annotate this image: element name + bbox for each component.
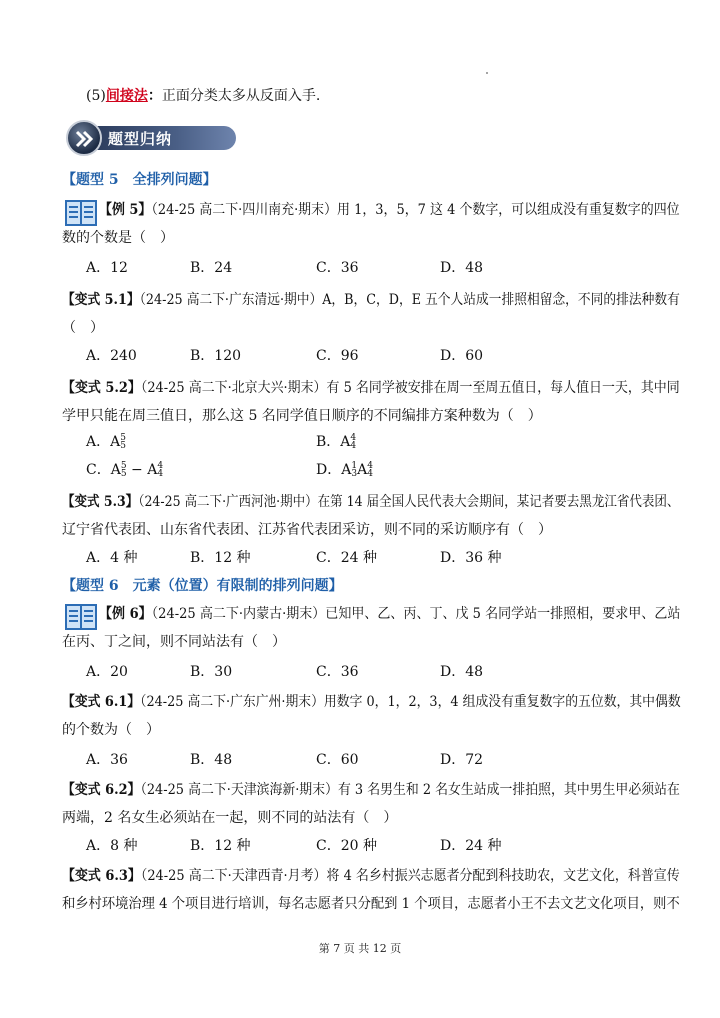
example-5-tag: 【例 5】 — [99, 202, 152, 218]
variant-5-1-line2: （ ） — [62, 320, 104, 336]
book-icon — [64, 198, 98, 226]
formula-a: A 5 5 — [110, 433, 126, 451]
option-c: C．20 种 — [316, 838, 377, 854]
banner-label: 题型归纳 — [108, 130, 173, 148]
variant-6-2-tag: 【变式 6.2】 — [62, 782, 141, 798]
option-a: A．20 — [86, 664, 128, 680]
option-c-label: C． — [86, 462, 111, 478]
variant-5-2-line1 — [62, 378, 680, 398]
option-c: C．36 — [316, 664, 359, 680]
variant-6-3-line2: 和乡村环境治理 4 个项目进行培训，每名志愿者只分配到 1 个项目，志愿者小王不去文艺文化项目，则不 — [62, 896, 680, 912]
intro-line — [86, 86, 320, 106]
variant-6-3-text1: （24-25 高二下·天津西青·月考）将 4 名乡村振兴志愿者分配到科技助农，文艺文化，科普宣传 — [140, 868, 680, 884]
option-b: B．12 种 — [190, 838, 251, 854]
option-a: A．12 — [86, 260, 128, 276]
example-5-text1: （24-25 高二下·四川南充·期末）用 1，3，5，7 这 4 个数字，可以组成没有重复数字的四位 — [151, 202, 680, 218]
option-d: D．60 — [440, 348, 484, 364]
type6-header: 【题型 6 元素（位置）有限制的排列问题】 — [62, 578, 343, 594]
intro-colon: ： — [147, 88, 162, 104]
option-b: B．24 — [190, 260, 233, 276]
option-a — [86, 432, 126, 452]
example-6-tag: 【例 6】 — [99, 606, 152, 622]
variant-6-1-line1 — [62, 692, 681, 712]
variant-6-3-line1 — [62, 866, 680, 886]
example-6-text1: （24-25 高二下·内蒙古·期末）已知甲、乙、丙、丁、戊 5 名同学站一排照相，要求甲、乙站 — [151, 606, 681, 622]
formula-d: A 1 3 A 4 4 — [341, 461, 373, 479]
option-a: A．36 — [86, 752, 128, 768]
book-icon — [64, 602, 98, 630]
intro-text: 正面分类太多从反面入手. — [161, 88, 321, 104]
option-b — [316, 432, 356, 452]
option-c: C．96 — [316, 348, 359, 364]
option-d: D．48 — [440, 260, 484, 276]
variant-5-2-text1: （24-25 高二下·北京大兴·期末）有 5 名同学被安排在周一至周五值日，每人值日一天，其中同 — [140, 380, 680, 396]
option-c: C．60 — [316, 752, 359, 768]
option-d: D．24 种 — [440, 838, 502, 854]
option-c: C．24 种 — [316, 550, 377, 566]
option-d: D．72 — [440, 752, 484, 768]
example-6-line2: 在丙、丁之间，则不同站法有（ ） — [62, 634, 286, 650]
formula-b: A 4 4 — [340, 433, 357, 451]
variant-6-3-tag: 【变式 6.3】 — [62, 868, 141, 884]
example-6-line1 — [99, 604, 680, 624]
page-footer: 第 7 页 共 12 页 — [318, 942, 402, 955]
option-a: A．8 种 — [86, 838, 138, 854]
option-b-label: B． — [316, 434, 341, 450]
option-c — [86, 460, 163, 480]
variant-6-2-line2: 两端，2 名女生必须站在一起，则不同的站法有（ ） — [62, 810, 398, 826]
option-b: B．120 — [190, 348, 242, 364]
option-d: D．36 种 — [440, 550, 502, 566]
option-b: B．48 — [190, 752, 233, 768]
double-chevron-right-icon — [66, 120, 102, 156]
variant-5-1-tag: 【变式 5.1】 — [62, 292, 140, 308]
option-d-label: D． — [316, 462, 342, 478]
variant-5-3-line2: 辽宁省代表团、山东省代表团、江苏省代表团采访，则不同的采访顺序有（ ） — [62, 522, 552, 538]
variant-5-3-text1: （24-25 高二下·广西河池·期中）在第 14 届全国人民代表大会期间，某记者要去黑龙江省代表团、 — [138, 494, 680, 510]
formula-c: A 5 5 − A 4 4 — [110, 461, 164, 479]
variant-6-1-tag: 【变式 6.1】 — [62, 694, 141, 710]
variant-6-2-line1 — [62, 780, 680, 800]
intro-method: 间接法 — [105, 88, 148, 104]
option-a: A．240 — [86, 348, 137, 364]
variant-5-2-tag: 【变式 5.2】 — [62, 380, 141, 396]
option-c: C．36 — [316, 260, 359, 276]
option-b: B．30 — [190, 664, 233, 680]
option-b: B．12 种 — [190, 550, 251, 566]
type5-header: 【题型 5 全排列问题】 — [62, 172, 217, 188]
option-d — [316, 460, 373, 480]
variant-6-1-line2: 的个数为（ ） — [62, 722, 160, 738]
variant-6-2-text1: （24-25 高二下·天津滨海新·期末）有 3 名男生和 2 名女生站成一排拍照，其中男生甲必须站在 — [140, 782, 680, 798]
intro-number: (5) — [86, 88, 106, 104]
option-a: A．4 种 — [86, 550, 138, 566]
decorative-dot — [486, 72, 488, 74]
section-banner — [66, 120, 236, 156]
variant-5-2-line2: 学甲只能在周三值日，那么这 5 名同学值日顺序的不同编排方案种数为（ ） — [62, 408, 542, 424]
example-5-line2: 数的个数是（ ） — [62, 230, 174, 246]
option-a-label: A． — [86, 434, 111, 450]
variant-5-1-line1 — [62, 290, 680, 310]
variant-6-1-text1: （24-25 高二下·广东广州·期末）用数字 0，1，2，3，4 组成没有重复数字的五位数，其中偶数 — [140, 694, 681, 710]
example-5-line1 — [99, 200, 680, 220]
variant-5-3-line1 — [62, 492, 679, 512]
option-d: D．48 — [440, 664, 484, 680]
variant-5-1-text1: （24-25 高二下·广东清远·期中）A，B，C，D，E 五个人站成一排照相留念，不同的排法种数有 — [139, 292, 680, 308]
variant-5-3-tag: 【变式 5.3】 — [62, 494, 139, 510]
